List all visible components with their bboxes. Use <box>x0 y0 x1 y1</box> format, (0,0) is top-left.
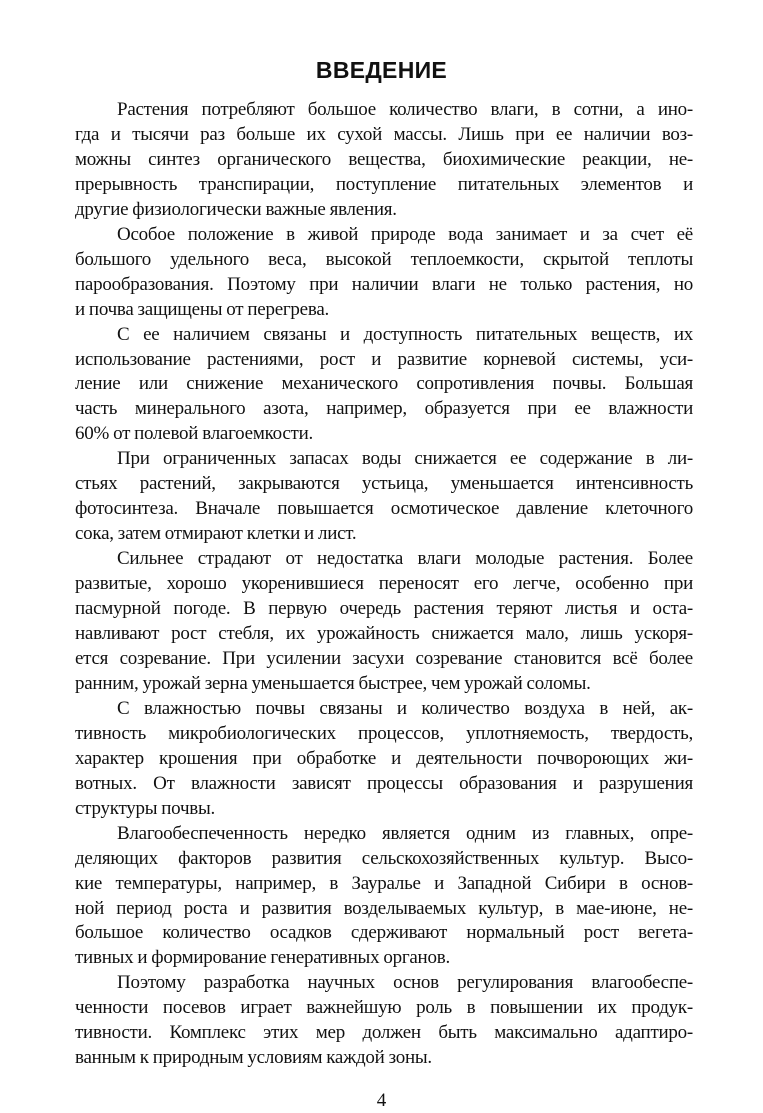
paragraph <box>75 223 693 323</box>
text-line: ванным к природным условиям каждой зоны. <box>75 1047 432 1069</box>
text-line: можны синтез органического вещества, биохимические реакции, не- <box>75 148 693 170</box>
text-line: деляющих факторов развития сельскохозяйственных культур. Высо- <box>75 847 693 869</box>
text-line: большое количество осадков сдерживают нормальный рост вегета- <box>75 922 693 944</box>
page-title: ВВЕДЕНИЕ <box>315 57 448 83</box>
text-line: стьях растений, закрываются устьица, уменьшается интенсивность <box>75 473 693 495</box>
paragraph <box>75 697 693 822</box>
text-line: сока, затем отмирают клетки и лист. <box>75 523 357 545</box>
text-line: другие физиологически важные явления. <box>75 198 397 220</box>
text-line: Поэтому разработка научных основ регулирования влагообеспе- <box>117 972 693 994</box>
text-line: ченности посевов играет важнейшую роль в повышении их продук- <box>75 997 693 1019</box>
text-line: тивности. Комплекс этих мер должен быть максимально адаптиро- <box>75 1022 693 1044</box>
text-line: ление или снижение механического сопротивления почвы. Большая <box>75 373 693 395</box>
text-line: кие температуры, например, в Зауралье и Западной Сибири в основ- <box>75 872 693 894</box>
paragraph <box>75 323 693 448</box>
text-line: Сильнее страдают от недостатка влаги молодые растения. Более <box>117 548 693 570</box>
text-line: тивных и формирование генеративных органов. <box>75 947 450 969</box>
text-line: Особое положение в живой природе вода занимает и за счет её <box>117 223 693 245</box>
text-line: развитые, хорошо укоренившиеся переносят его легче, особенно при <box>75 573 693 595</box>
text-line: ется созревание. При усилении засухи созревание становится всё более <box>75 647 693 669</box>
paragraph <box>75 447 693 547</box>
text-line: часть минерального азота, например, образуется при ее влажности <box>75 398 693 420</box>
text-line: характер крошения при обработке и деятельности почворoющих жи- <box>75 747 693 769</box>
text-line: ной период роста и развития возделываемых культур, в мае-июне, не- <box>75 897 693 919</box>
text-line: Влагообеспеченность нередко является одним из главных, опре- <box>117 822 693 844</box>
text-line: прерывность транспирации, поступление питательных элементов и <box>75 173 693 195</box>
text-line: 60% от полевой влагоемкости. <box>75 423 314 445</box>
text-line: С влажностью почвы связаны и количество воздуха в ней, ак- <box>117 697 693 719</box>
page-number: 4 <box>376 1090 387 1112</box>
text-line: С ее наличием связаны и доступность питательных веществ, их <box>117 323 693 345</box>
text-line: Растения потребляют большое количество влаги, в сотни, а ино- <box>117 99 693 120</box>
paragraph <box>75 822 693 972</box>
paragraph <box>75 971 693 1071</box>
text-line: гда и тысячи раз больше их сухой массы. Лишь при ее наличии воз- <box>75 123 693 145</box>
text-line: и почва защищены от перегрева. <box>75 298 330 320</box>
text-line: парообразования. Поэтому при наличии влаги не только растения, но <box>75 273 693 295</box>
paragraph <box>75 98 693 223</box>
text-line: использование растениями, рост и развитие корневой системы, уси- <box>75 348 693 370</box>
text-line: вотных. От влажности зависят процессы образования и разрушения <box>75 772 693 794</box>
text-line: структуры почвы. <box>75 797 215 819</box>
paragraph <box>75 547 693 697</box>
text-line: ранним, урожай зерна уменьшается быстрее, чем урожай соломы. <box>75 672 591 694</box>
text-line: пасмурной погоде. В первую очередь растения теряют листья и оста- <box>75 598 693 620</box>
text-line: большого удельного веса, высокой теплоемкости, скрытой теплоты <box>75 248 693 270</box>
text-line: навливают рост стебля, их урожайность снижается мало, лишь ускоря- <box>75 623 693 645</box>
text-line: фотосинтеза. Вначале повышается осмотическое давление клеточного <box>75 498 693 520</box>
text-line: тивность микробиологических процессов, уплотняемость, твердость, <box>75 722 693 744</box>
document-body <box>75 98 693 1071</box>
text-line: При ограниченных запасах воды снижается ее содержание в ли- <box>117 448 693 470</box>
